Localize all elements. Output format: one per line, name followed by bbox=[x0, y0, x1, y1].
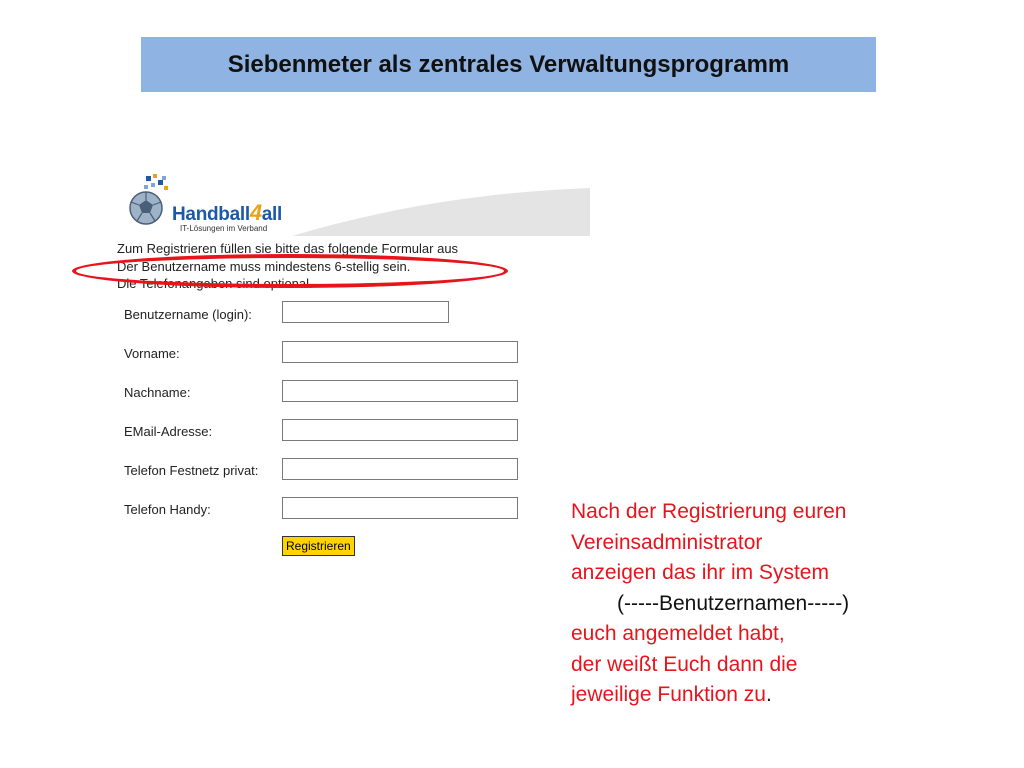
mobile-phone-input[interactable] bbox=[282, 497, 518, 519]
annotation-note bbox=[571, 497, 1011, 711]
username-input[interactable] bbox=[282, 301, 449, 323]
logo-wordmark bbox=[172, 200, 282, 226]
email-label: EMail-Adresse: bbox=[124, 424, 213, 439]
note-line-2: Vereinsadministrator bbox=[571, 530, 763, 554]
logo-word-end: all bbox=[261, 204, 283, 225]
header-swoosh bbox=[292, 186, 590, 236]
note-line-1: Nach der Registrierung euren bbox=[571, 500, 847, 523]
handball4all-logo bbox=[120, 174, 310, 234]
note-line-3: anzeigen das ihr im System bbox=[571, 561, 829, 584]
register-button[interactable]: Registrieren bbox=[282, 536, 355, 556]
lastname-input[interactable] bbox=[282, 380, 518, 402]
highlight-ellipse bbox=[72, 254, 508, 288]
slide-title-bar bbox=[141, 37, 876, 92]
instruction-line-3: Die Telefonangaben sind optional. bbox=[117, 276, 313, 291]
email-input[interactable] bbox=[282, 419, 518, 441]
note-line-7-main: jeweilige Funktion zu bbox=[571, 683, 766, 706]
note-line-7-end: . bbox=[765, 683, 772, 706]
note-line-7 bbox=[571, 680, 1011, 711]
logo-word-number: 4 bbox=[249, 200, 262, 225]
lastname-label: Nachname: bbox=[124, 385, 191, 400]
note-line-6: der weißt Euch dann die bbox=[571, 652, 798, 676]
handball-icon bbox=[120, 174, 180, 234]
mobile-phone-label: Telefon Handy: bbox=[124, 502, 211, 517]
instruction-line-1: Zum Registrieren füllen sie bitte das folgende Formular aus bbox=[117, 241, 459, 256]
note-line-4: (-----Benutzernamen-----) bbox=[617, 591, 850, 615]
landline-phone-input[interactable] bbox=[282, 458, 518, 480]
logo-word-main: Handball bbox=[172, 204, 250, 225]
logo-tagline: IT-Lösungen im Verband bbox=[180, 224, 268, 233]
username-label: Benutzername (login): bbox=[124, 307, 252, 322]
note-line-5: euch angemeldet habt, bbox=[571, 622, 785, 645]
firstname-input[interactable] bbox=[282, 341, 518, 363]
instruction-line-2: Der Benutzername muss mindestens 6-stellig sein. bbox=[117, 259, 411, 274]
slide-title: Siebenmeter als zentrales Verwaltungsprogramm bbox=[227, 50, 790, 78]
firstname-label: Vorname: bbox=[124, 346, 180, 361]
landline-phone-label: Telefon Festnetz privat: bbox=[124, 463, 259, 478]
registration-screenshot bbox=[112, 170, 592, 570]
